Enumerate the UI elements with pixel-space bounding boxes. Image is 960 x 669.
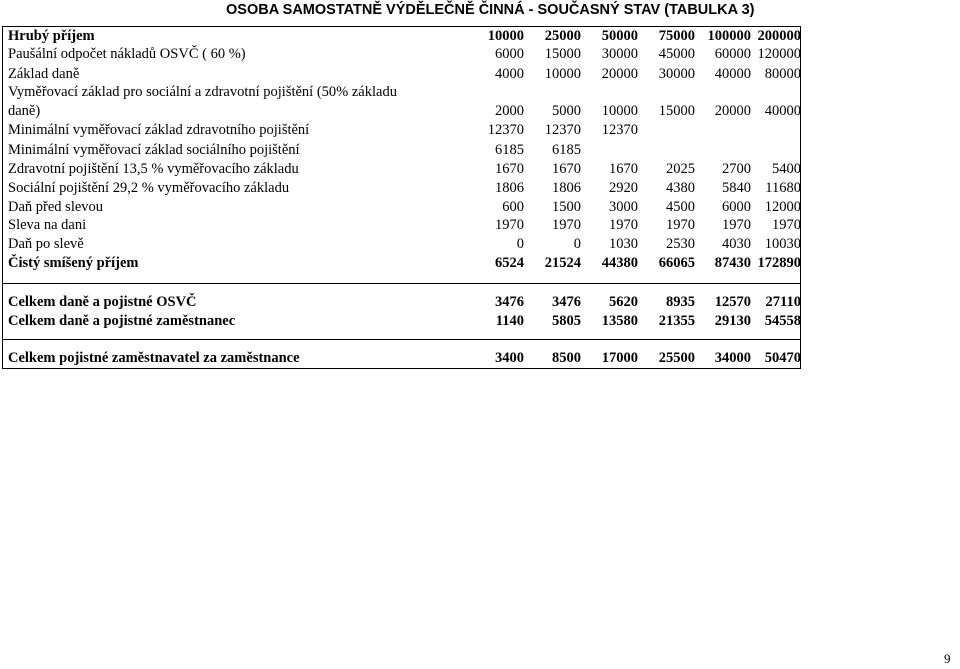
row-value: 3476	[495, 294, 524, 310]
row-value: 5400	[772, 161, 801, 177]
row-label: Zdravotní pojištění 13,5 % vyměřovacího základu	[8, 161, 299, 177]
table-row	[8, 27, 801, 46]
row-value: 50470	[764, 350, 801, 366]
row-value: 11680	[765, 180, 801, 196]
row-value: 21524	[544, 255, 581, 271]
row-label: Sleva na dani	[8, 217, 87, 233]
row-value: 21355	[658, 313, 695, 329]
row-label: Celkem daně a pojistné OSVČ	[8, 294, 197, 310]
row-value: 30000	[658, 66, 695, 82]
row-value: 50000	[601, 28, 638, 44]
row-value: 3476	[552, 294, 581, 310]
row-value: 20000	[714, 103, 751, 119]
row-value: 4380	[666, 180, 695, 196]
row-value: 1500	[552, 199, 581, 215]
row-value: 15000	[544, 46, 581, 62]
row-value: 0	[516, 236, 524, 252]
table-row	[8, 254, 801, 273]
row-value: 12570	[714, 294, 751, 310]
row-value: 20000	[601, 66, 638, 82]
row-value: 60000	[714, 46, 751, 62]
row-value: 120000	[757, 46, 801, 62]
row-value: 12370	[544, 122, 581, 138]
table-row	[8, 198, 801, 217]
row-value: 5620	[609, 294, 638, 310]
row-label: Vyměřovací základ pro sociální a zdravotní pojištění (50% základu	[8, 84, 397, 100]
row-label: Celkem daně a pojistné zaměstnanec	[8, 313, 236, 329]
table-row	[8, 65, 801, 84]
table-row	[8, 83, 798, 102]
row-value: 75000	[658, 28, 695, 44]
row-value: 6185	[495, 142, 524, 158]
row-value: 30000	[601, 46, 638, 62]
row-value: 45000	[658, 46, 695, 62]
row-value: 12370	[487, 122, 524, 138]
row-value: 4030	[722, 236, 751, 252]
table-row	[8, 179, 801, 198]
table-row	[8, 235, 801, 254]
row-value: 10030	[764, 236, 801, 252]
row-value: 40000	[714, 66, 751, 82]
row-value: 200000	[757, 28, 801, 44]
row-value: 10000	[544, 66, 581, 82]
row-value: 8935	[666, 294, 695, 310]
row-value: 1670	[609, 161, 638, 177]
row-value: 3000	[609, 199, 638, 215]
table-row	[8, 141, 798, 160]
row-value: 1970	[609, 217, 638, 233]
row-label: Minimální vyměřovací základ zdravotního pojištění	[8, 122, 310, 138]
table-row	[8, 121, 798, 140]
row-value: 1970	[772, 217, 801, 233]
row-label: Daň před slevou	[8, 199, 104, 215]
row-value: 6000	[722, 199, 751, 215]
row-value: 54558	[764, 313, 801, 329]
row-label: Čistý smíšený příjem	[8, 255, 139, 271]
row-value: 1970	[495, 217, 524, 233]
row-value: 17000	[601, 350, 638, 366]
row-value: 0	[573, 236, 581, 252]
row-value: 1670	[552, 161, 581, 177]
row-value: 29130	[714, 313, 751, 329]
row-value: 1140	[495, 313, 524, 329]
table-row	[8, 312, 801, 331]
row-label: daně)	[8, 103, 41, 119]
row-value: 10000	[601, 103, 638, 119]
row-label: Základ daně	[8, 66, 80, 82]
row-value: 6185	[552, 142, 581, 158]
row-value: 12000	[764, 199, 801, 215]
row-value: 2025	[666, 161, 695, 177]
row-value: 10000	[487, 28, 524, 44]
row-value: 5805	[552, 313, 581, 329]
page-number: 9	[944, 651, 951, 666]
row-value: 25000	[544, 28, 581, 44]
section-divider	[3, 339, 800, 340]
row-value: 6524	[495, 255, 524, 271]
table-title: OSOBA SAMOSTATNĚ VÝDĚLEČNĚ ČINNÁ - SOUČASNÝ STAV (TABULKA 3)	[226, 2, 755, 18]
table-row	[8, 45, 801, 64]
row-value: 8500	[552, 350, 581, 366]
row-value: 4500	[666, 199, 695, 215]
row-value: 12370	[601, 122, 638, 138]
row-value: 600	[502, 199, 524, 215]
row-label: Minimální vyměřovací základ sociálního pojištění	[8, 142, 300, 158]
row-label: Celkem pojistné zaměstnavatel za zaměstnance	[8, 350, 300, 366]
row-value: 80000	[764, 66, 801, 82]
table-row	[8, 293, 801, 312]
row-value: 1970	[552, 217, 581, 233]
row-value: 2700	[722, 161, 751, 177]
row-value: 2920	[609, 180, 638, 196]
row-value: 66065	[658, 255, 695, 271]
table-row	[8, 102, 801, 121]
table-row	[8, 349, 801, 368]
row-value: 34000	[714, 350, 751, 366]
row-value: 1970	[722, 217, 751, 233]
row-value: 4000	[495, 66, 524, 82]
row-value: 40000	[764, 103, 801, 119]
row-value: 5000	[552, 103, 581, 119]
row-value: 25500	[658, 350, 695, 366]
row-value: 87430	[714, 255, 751, 271]
section-divider	[3, 283, 800, 284]
row-value: 2530	[666, 236, 695, 252]
table-row	[8, 160, 801, 179]
row-value: 2000	[495, 103, 524, 119]
row-value: 44380	[601, 255, 638, 271]
row-value: 3400	[495, 350, 524, 366]
row-value: 6000	[495, 46, 524, 62]
table-row	[8, 216, 801, 235]
row-value: 1030	[609, 236, 638, 252]
row-value: 1970	[666, 217, 695, 233]
row-value: 100000	[707, 28, 751, 44]
row-value: 15000	[658, 103, 695, 119]
row-label: Sociální pojištění 29,2 % vyměřovacího základu	[8, 180, 290, 196]
row-value: 13580	[601, 313, 638, 329]
row-value: 1670	[495, 161, 524, 177]
row-value: 172890	[757, 255, 801, 271]
row-label: Paušální odpočet nákladů OSVČ ( 60 %)	[8, 46, 246, 62]
row-value: 27110	[765, 294, 801, 310]
table	[2, 26, 801, 369]
row-label: Daň po slevě	[8, 236, 84, 252]
row-value: 1806	[552, 180, 581, 196]
row-label: Hrubý příjem	[8, 28, 95, 44]
row-value: 1806	[495, 180, 524, 196]
row-value: 5840	[722, 180, 751, 196]
